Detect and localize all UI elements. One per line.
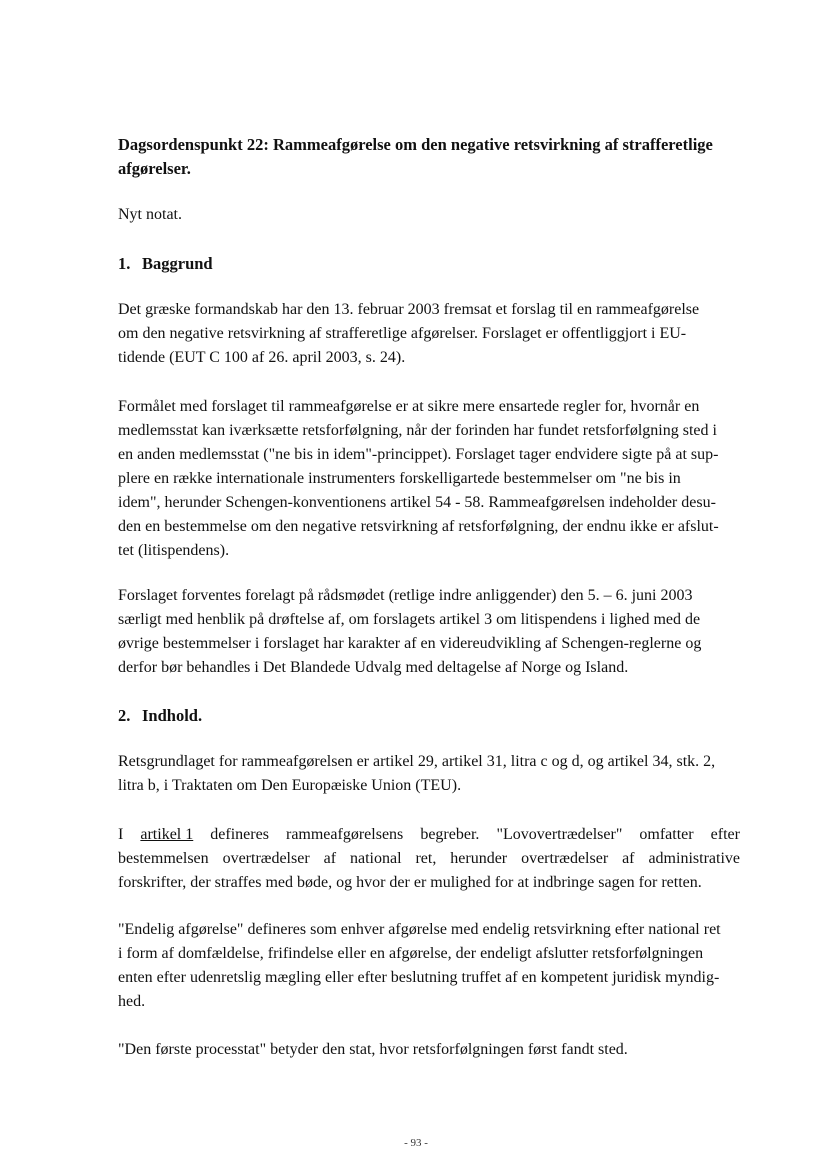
paragraph-line: Forslaget forventes forelagt på rådsmødet (retlige indre anliggender) den 5. – 6. juni 2003 — [118, 587, 693, 604]
justified-line: bestemmelsen overtrædelser af national ret, herunder overtrædelser af administrative — [118, 850, 740, 867]
section-1-title: Baggrund — [142, 254, 213, 273]
section-1-heading — [118, 252, 213, 276]
paragraph-line: tidende (EUT C 100 af 26. april 2003, s. 24). — [118, 349, 406, 366]
paragraph-line: plere en række internationale instrumenters forskelligartede bestemmelser om "ne bis in — [118, 470, 681, 487]
section-1-paragraph-2 — [118, 395, 719, 563]
page-number: - 93 - — [404, 1137, 428, 1149]
agenda-title — [118, 133, 746, 181]
section-1-paragraph-1 — [118, 298, 699, 370]
agenda-label: Dagsordenspunkt 22: — [118, 135, 269, 154]
section-2-paragraph-4: "Den første processtat" betyder den stat, hvor retsforfølgningen først fandt sted. — [118, 1041, 628, 1058]
paragraph-line: hed. — [118, 993, 146, 1010]
section-1-paragraph-3 — [118, 584, 701, 680]
paragraph-line: "Endelig afgørelse" defineres som enhver afgørelse med endelig retsvirkning efter national ret — [118, 921, 721, 938]
paragraph-line: særligt med henblik på drøftelse af, om forslagets artikel 3 om litispendens i lighed med de — [118, 611, 701, 628]
justified-line: I artikel 1 defineres rammeafgørelsens begreber. "Lovovertrædelser" omfatter efter — [118, 823, 740, 847]
agenda-title-text: Rammeafgørelse om den negative retsvirkning af strafferetlige — [272, 135, 713, 154]
paragraph-line: øvrige bestemmelser i forslaget har karakter af en videreudvikling af Schengen-reglerne og — [118, 635, 702, 652]
paragraph-line: Retsgrundlaget for rammeafgørelsen er artikel 29, artikel 31, litra c og d, og artikel 34, stk. 2, — [118, 753, 716, 770]
paragraph-line: litra b, i Traktaten om Den Europæiske Union (TEU). — [118, 777, 462, 794]
section-2-paragraph-2 — [118, 823, 740, 895]
section-2-number: 2. — [118, 706, 131, 725]
article-1-reference: artikel 1 — [140, 826, 194, 843]
paragraph-line: idem", herunder Schengen-konventionens artikel 54 - 58. Rammeafgørelsen indeholder desu- — [118, 494, 716, 511]
section-2-paragraph-1 — [118, 750, 715, 798]
section-2-paragraph-3 — [118, 918, 721, 1014]
paragraph-line: tet (litispendens). — [118, 542, 230, 559]
paragraph-line: den en bestemmelse om den negative retsvirkning af retsforfølgning, der endnu ikke er afslut- — [118, 518, 719, 535]
paragraph-line: i form af domfældelse, frifindelse eller en afgørelse, der endeligt afslutter retsforfølgningen — [118, 945, 704, 962]
paragraph-line: derfor bør behandles i Det Blandede Udvalg med deltagelse af Norge og Island. — [118, 659, 629, 676]
section-1-number: 1. — [118, 254, 131, 273]
section-2-title: Indhold. — [142, 706, 203, 725]
paragraph-line: en anden medlemsstat ("ne bis in idem"-princippet). Forslaget tager endvidere sigte på at sup- — [118, 446, 719, 463]
note-text: Nyt notat. — [118, 206, 182, 223]
paragraph-line: Det græske formandskab har den 13. februar 2003 fremsat et forslag til en rammeafgørelse — [118, 301, 700, 318]
paragraph-line: Formålet med forslaget til rammeafgørelse er at sikre mere ensartede regler for, hvornår en — [118, 398, 700, 415]
paragraph-line: medlemsstat kan iværksætte retsforfølgning, når der forinden har fundet retsforfølgning sted i — [118, 422, 717, 439]
section-2-heading — [118, 704, 202, 728]
agenda-title-line2: afgørelser. — [118, 159, 191, 178]
paragraph-line: enten efter udenretslig mægling eller efter beslutning truffet af en kompetent juridisk myndig- — [118, 969, 720, 986]
paragraph-line: om den negative retsvirkning af strafferetlige afgørelser. Forslaget er offentliggjort i EU- — [118, 325, 687, 342]
paragraph-line: forskrifter, der straffes med bøde, og hvor der er mulighed for at indbringe sagen for retten. — [118, 874, 702, 891]
